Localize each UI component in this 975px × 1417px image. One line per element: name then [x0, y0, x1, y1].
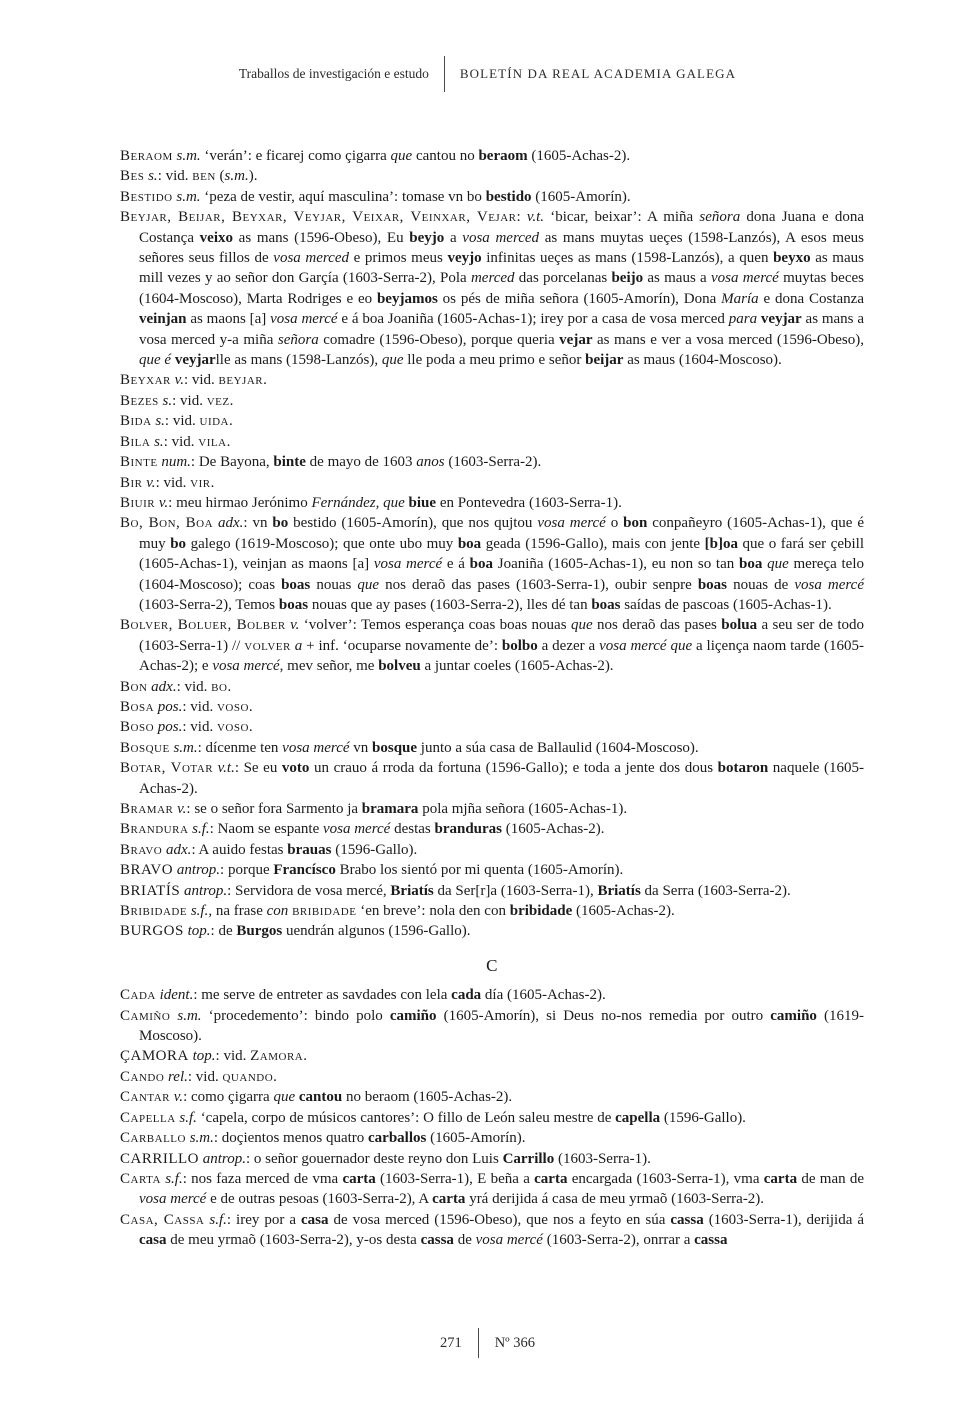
dictionary-content [120, 146, 864, 1251]
dictionary-entry: Cando rel.: vid. quando. [120, 1068, 277, 1085]
dictionary-entry: Bribidade s.f., na frase con bribidade ‘en breve’: nola den con bribidade (1605-Achas-2). [120, 903, 675, 920]
dictionary-entry: Beyxar v.: vid. beyjar. [120, 372, 267, 389]
dictionary-entry: Bramar v.: se o señor fora Sarmento ja bramara pola mjña señora (1605-Achas-1). [120, 801, 628, 817]
dictionary-entry: Cantar v.: como çigarra que cantou no beraom (1605-Achas-2). [120, 1089, 513, 1106]
page-footer [0, 1328, 975, 1358]
dictionary-entry: Beraom s.m. ‘verán’: e ficarej como çigarra que cantou no beraom (1605-Achas-2). [120, 148, 631, 164]
dictionary-entry: Bosque s.m.: dícenme ten vosa mercé vn bosque junto a súa casa de Ballaulid (1604-Moscoso). [120, 739, 699, 756]
page-number: 271 [439, 1334, 462, 1351]
dictionary-entry: Bosa pos.: vid. voso. [120, 698, 253, 715]
dictionary-entry: Bravo adx.: A auido festas brauas (1596-Gallo). [120, 841, 418, 858]
page-header [0, 56, 975, 92]
dictionary-entry: Beyjar, Beijar, Beyxar, Veyjar, Veixar, Veinxar, Vejar: v.t. ‘bicar, beixar’: A miña señora dona Juana e dona Costança veixo as mans (1596-Obeso), Eu beyjo a vosa merced as mans muytas ueçes (1598-Lanzós), A esos meus señores seus fillos de vosa merced e primos meus veyjo infinitas ueçes as mans (1598-Lanzós), a quen beyxo as maus mill vezes y ao señor don Garçía (1603-Serra-2), Pola merced das porcelanas beijo as maus a vosa mercé muytas beces (1604-Moscoso), Marta Rodriges e eo beyjamos os pés de miña señora (1605-Amorín), Dona María e dona Costanza veinjan as maons [a] vosa mercé e á boa Joaniña (1605-Achas-1); irey por a casa de vosa merced para veyjar as mans a vosa merced y-a miña señora comadre (1596-Obeso), porque queria vejar as mans e ver a vosa merced (1596-Obeso), que é veyjarlle as mans (1598-Lanzós), que lle poda a meu primo e señor beijar as maus (1604-Moscoso). [120, 209, 865, 369]
dictionary-entry: Bir v.: vid. vir. [120, 474, 215, 491]
section-letter-heading: C [486, 955, 498, 975]
dictionary-entry: Brandura s.f.: Naom se espante vosa mercé destas branduras (1605-Achas-2). [120, 821, 605, 838]
dictionary-entry: CARRILLO antrop.: o señor gouernador deste reyno don Luis Carrillo (1603-Serra-1). [120, 1150, 651, 1167]
dictionary-entry: BURGOS top.: de Burgos uendrán algunos (1596-Gallo). [120, 923, 471, 940]
dictionary-entry: Bolver, Boluer, Bolber v. ‘volver’: Temos esperança coas boas nouas que nos deraõ das pases bolua a seu ser de todo (1603-Serra-1) // volver a + inf. ‘ocuparse novamente de’: bolbo a dezer a vosa mercé que a liçença naom tarde (1605-Achas-2); e vosa mercé, mev señor, me bolveu a juntar coeles (1605-Achas-2). [120, 617, 865, 675]
dictionary-entry: Bida s.: vid. uida. [120, 413, 233, 430]
dictionary-entry: Bestido s.m. ‘peza de vestir, aquí masculina’: tomase vn bo bestido (1605-Amorín). [120, 188, 631, 205]
dictionary-entry: Capella s.f. ‘capela, corpo de músicos cantores’: O fillo de León saleu mestre de capella (1596-Gallo). [120, 1109, 746, 1126]
dictionary-entry: Bo, Bon, Boa adx.: vn bo bestido (1605-Amorín), que nos qujtou vosa mercé o bon conpañeyro (1605-Achas-1), que é muy bo galego (1619-Moscoso); que onte ubo muy boa geada (1596-Gallo), mais con jente [b]oa que o fará ser çebill (1605-Achas-1), veinjan as maons [a] vosa mercé e á boa Joaniña (1605-Achas-1), eu non so tan boa que mereça telo (1604-Moscoso); coas boas nouas que nos deraõ das pases (1603-Serra-1), oubir senpre boas nouas de vosa mercé (1603-Serra-2), Temos boas nouas que ay pases (1603-Serra-2), lles dé tan boas saídas de pascoas (1605-Achas-1). [120, 515, 865, 613]
dictionary-entry: Bon adx.: vid. bo. [120, 678, 232, 695]
dictionary-entry: Casa, Cassa s.f.: irey por a casa de vosa merced (1596-Obeso), que nos a feyto en súa cassa (1603-Serra-1), derijida á casa de meu yrmaõ (1603-Serra-2), y-os desta cassa de vosa mercé (1603-Serra-2), onrrar a cassa [120, 1211, 865, 1249]
dictionary-entry: Bila s.: vid. vila. [120, 433, 231, 450]
dictionary-entry: ÇAMORA top.: vid. Zamora. [120, 1048, 307, 1065]
issue-number: Nº 366 [494, 1334, 536, 1351]
dictionary-entry: Carballo s.m.: doçientos menos quatro carballos (1605-Amorín). [120, 1130, 526, 1147]
dictionary-entry: Bezes s.: vid. vez. [120, 392, 234, 409]
dictionary-entry: Botar, Votar v.t.: Se eu voto un crauo á rroda da fortuna (1596-Gallo); e toda a jente dos dous botaron naquele (1605-Achas-2). [120, 760, 864, 797]
dictionary-entry: Cada ident.: me serve de entreter as savdades con lela cada día (1605-Achas-2). [120, 987, 606, 1004]
dictionary-entry: BRIATÍS antrop.: Servidora de vosa mercé, Briatís da Ser[r]a (1603-Serra-1), Briatís da Serra (1603-Serra-2). [120, 882, 791, 899]
header-section-title: Traballos de investigación e estudo [238, 66, 429, 81]
dictionary-entry: Camiño s.m. ‘procedemento’: bindo polo camiño (1605-Amorín), si Deus no-nos remedia por outro camiño (1619-Moscoso). [120, 1007, 864, 1045]
dictionary-entry: Biuir v.: meu hirmao Jerónimo Fernández, que biue en Pontevedra (1603-Serra-1). [120, 494, 622, 511]
dictionary-entry: Binte num.: De Bayona, binte de mayo de 1603 anos (1603-Serra-2). [120, 454, 542, 471]
header-journal-title: BOLETÍN DA REAL ACADEMIA GALEGA [459, 66, 737, 81]
dictionary-entry: Carta s.f.: nos faza merced de vma carta (1603-Serra-1), E beña a carta encargada (1603-Serra-1), vma carta de man de vosa mercé e de outras pesoas (1603-Serra-2), A carta yrá derijida á casa de meu yrmaõ (1603-Serra-2). [120, 1170, 865, 1208]
dictionary-entry: BRAVO antrop.: porque Francísco Brabo los sientó por mi quenta (1605-Amorín). [120, 862, 624, 879]
dictionary-entry: Bes s.: vid. ben (s.m.). [120, 168, 258, 185]
dictionary-entry: Boso pos.: vid. voso. [120, 719, 253, 736]
